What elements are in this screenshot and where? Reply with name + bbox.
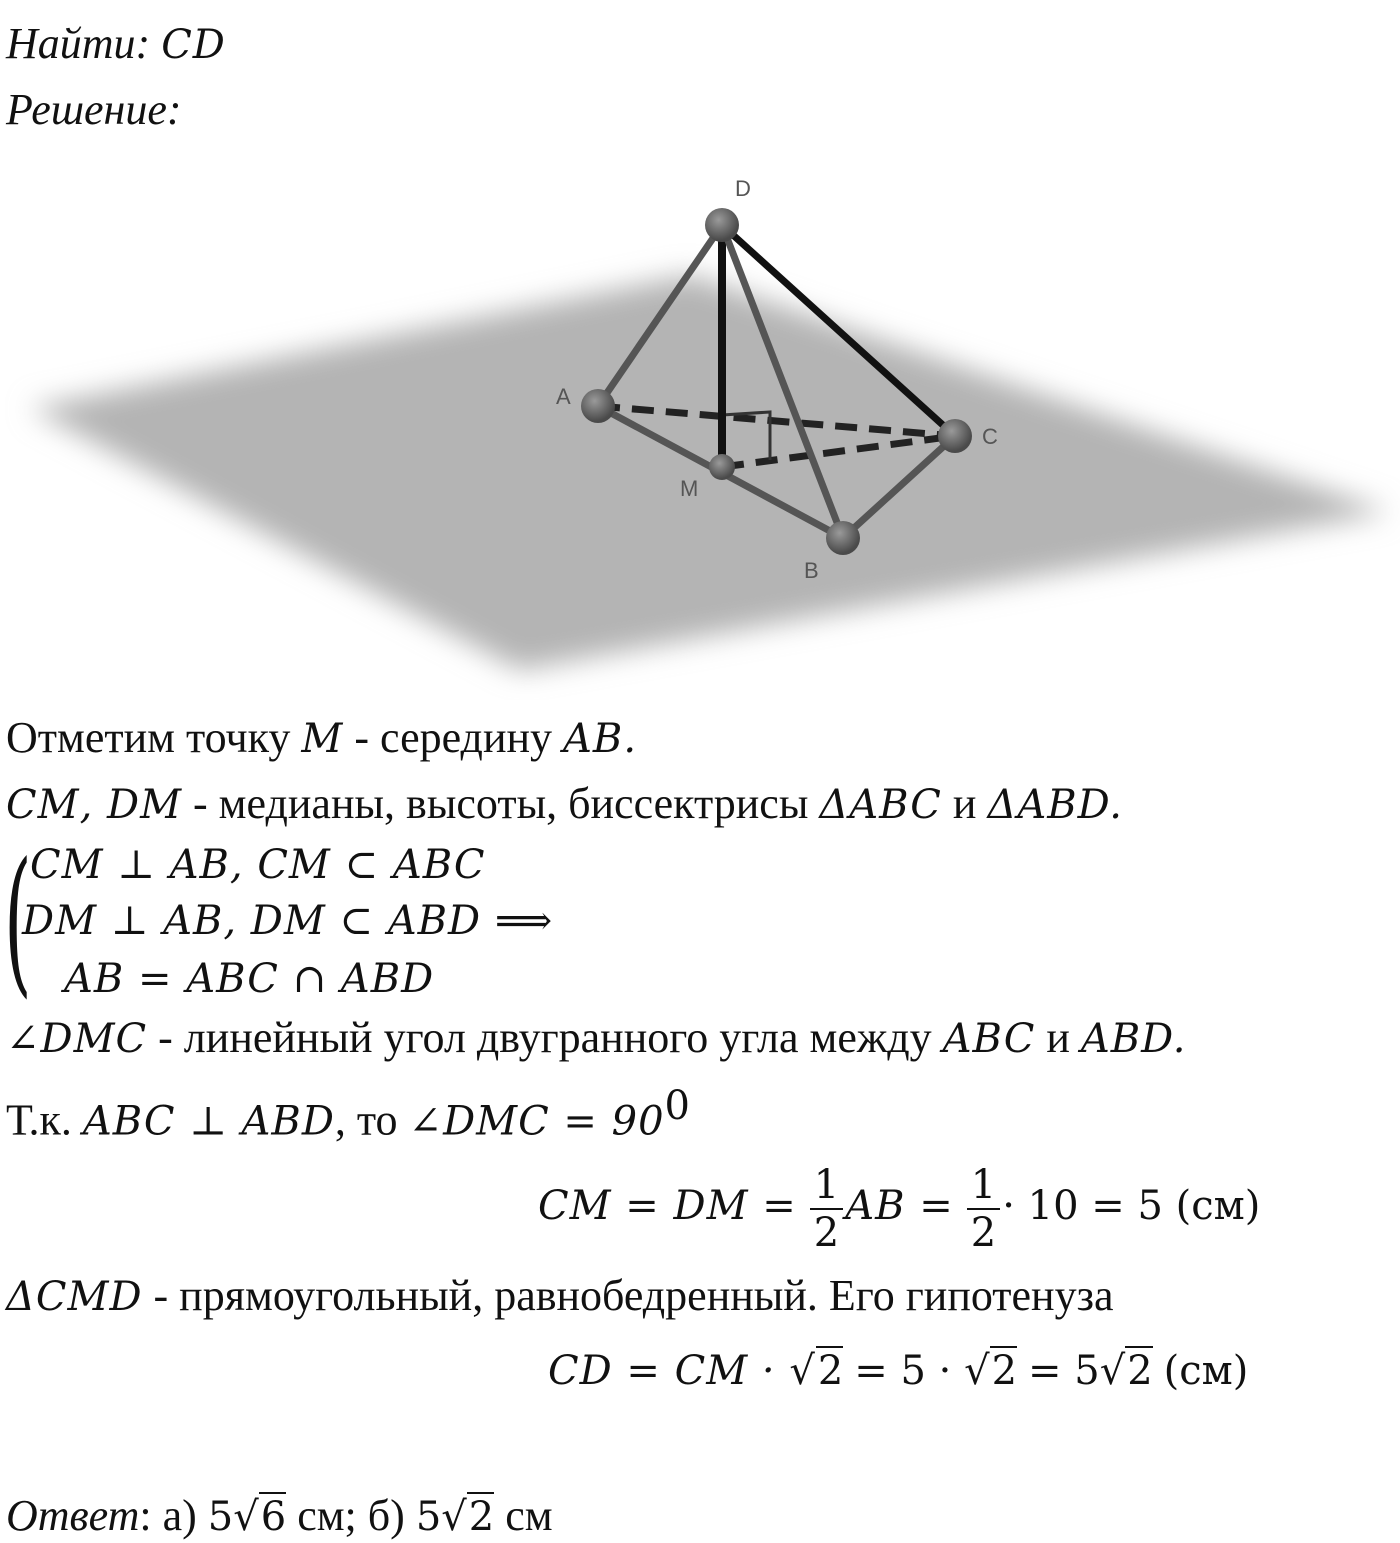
conj-and: и xyxy=(952,779,977,828)
step-4-since: Т.к. xyxy=(6,1095,72,1145)
label-c: C xyxy=(982,424,998,449)
point-m: M xyxy=(301,716,344,762)
sqrt-2-a: 2 xyxy=(817,1348,844,1394)
angle-value: ∠DMC = 90 xyxy=(408,1098,665,1145)
find-line xyxy=(6,18,226,71)
step-4-then: , то xyxy=(334,1095,398,1145)
formula-1-ab: AB = xyxy=(845,1183,954,1229)
vertex-b xyxy=(826,521,860,555)
medians: CM, DM xyxy=(6,782,183,828)
answer-colon: : xyxy=(139,1491,152,1540)
step-5-text: - прямоугольный, равнобедренный. Его гипотенуза xyxy=(153,1271,1114,1320)
vertex-c xyxy=(938,419,972,453)
vertex-a xyxy=(581,389,615,423)
fraction-half-1 xyxy=(810,1162,843,1256)
step-3 xyxy=(6,1012,1187,1065)
answer-label: Ответ xyxy=(6,1491,140,1540)
step-2-period: . xyxy=(1109,782,1123,828)
answer-b-value: 5√ xyxy=(415,1494,467,1540)
fraction-den: 2 xyxy=(970,1209,997,1256)
tetrahedron-figure xyxy=(0,140,1400,700)
planes-perp: ABC ⊥ ABD xyxy=(82,1098,335,1145)
step-2-text: - медианы, высоты, биссектрисы xyxy=(193,779,809,828)
step-1-text: Отметим точку xyxy=(6,713,291,762)
triangle-abd: ΔABD xyxy=(987,782,1110,828)
answer-b-prefix: б) xyxy=(367,1491,405,1540)
formula-2-result: = 5√ xyxy=(1028,1348,1126,1394)
step-5 xyxy=(6,1270,1114,1323)
sqrt-2-b: 2 xyxy=(991,1348,1018,1394)
plane xyxy=(30,275,1390,670)
find-label: Найти: xyxy=(6,19,151,68)
vertex-d xyxy=(705,208,739,242)
answer-b-root: 2 xyxy=(468,1494,495,1540)
system-line-3: AB = ABC ∩ ABD xyxy=(64,956,435,1002)
sqrt-2-c: 2 xyxy=(1127,1348,1153,1394)
fraction-half-2 xyxy=(967,1162,1000,1256)
solution-label: Решение: xyxy=(6,85,182,134)
label-d: D xyxy=(735,176,751,201)
formula-2 xyxy=(548,1344,1248,1397)
system-brace: ( xyxy=(4,829,32,1013)
answer-a-root: 6 xyxy=(260,1494,287,1540)
label-b: B xyxy=(804,558,819,583)
step-3-text: - линейный угол двугранного угла между xyxy=(158,1013,932,1062)
find-value: CD xyxy=(161,22,226,68)
triangle-abc: ΔABC xyxy=(819,782,942,828)
step-2 xyxy=(6,778,1123,831)
plane-abc: ABC xyxy=(942,1016,1036,1062)
formula-2-lhs: CD = CM · √ xyxy=(548,1348,816,1394)
step-4 xyxy=(6,1080,690,1148)
conj-and-2: и xyxy=(1046,1013,1070,1062)
angle-dmc: ∠DMC xyxy=(6,1016,148,1062)
segment-ab: AB xyxy=(563,716,624,762)
system-line-2: DM ⊥ AB, DM ⊂ ABD ⟹ xyxy=(22,898,554,944)
label-a: A xyxy=(556,384,571,409)
vertex-m xyxy=(709,454,735,480)
answer-line xyxy=(6,1490,553,1543)
fraction-num: 1 xyxy=(967,1162,1000,1210)
answer-a-value: 5√ xyxy=(207,1494,259,1540)
plane-abd: ABD xyxy=(1080,1016,1173,1062)
formula-2-mid: = 5 · √ xyxy=(854,1348,990,1394)
answer-b-unit: см xyxy=(505,1491,553,1540)
step-3-period: . xyxy=(1172,1016,1187,1062)
fraction-den: 2 xyxy=(813,1209,840,1256)
answer-a-prefix: а) xyxy=(162,1491,197,1540)
formula-1 xyxy=(538,1150,1260,1261)
fraction-num: 1 xyxy=(810,1162,843,1210)
formula-1-lhs: CM = DM = xyxy=(538,1183,797,1229)
step-1-period: . xyxy=(623,716,638,762)
formula-2-unit: (см) xyxy=(1163,1348,1249,1394)
system-line-1: CM ⊥ AB, CM ⊂ ABC xyxy=(30,842,486,888)
formula-1-result: · 10 = 5 (см) xyxy=(1002,1183,1261,1229)
step-1-text-2: - середину xyxy=(354,713,553,762)
step-1 xyxy=(6,712,637,765)
degree-sup: 0 xyxy=(664,1083,690,1129)
triangle-cmd: ΔCMD xyxy=(6,1274,143,1320)
label-m: M xyxy=(680,476,699,501)
answer-a-unit: см; xyxy=(297,1491,357,1540)
